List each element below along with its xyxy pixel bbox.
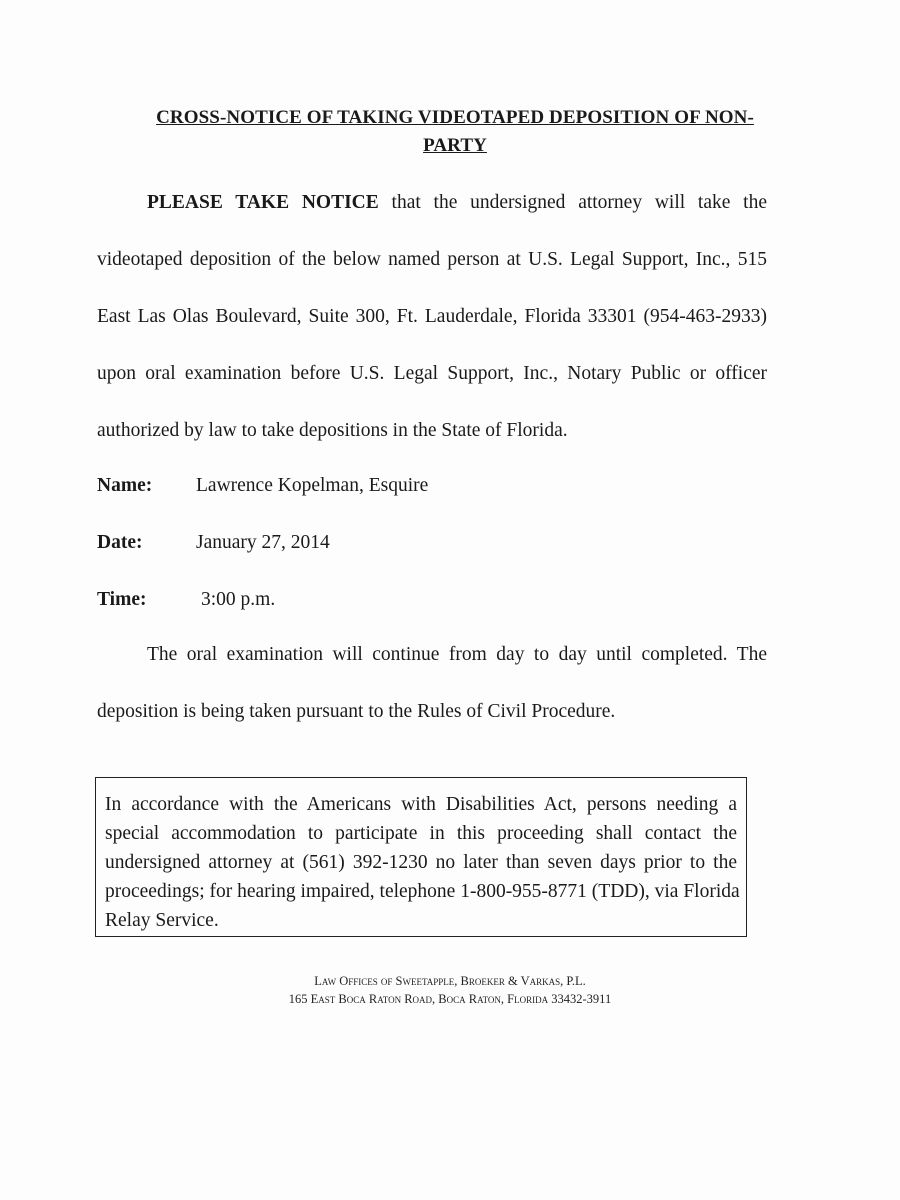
intro-line-2: videotaped deposition of the below named person at U.S. Legal Support, Inc., 515: [97, 249, 767, 270]
ada-line-1: In accordance with the Americans with Disabilities Act, persons needing a: [105, 794, 737, 815]
intro-line-3: East Las Olas Boulevard, Suite 300, Ft. Lauderdale, Florida 33301 (954-463-2933): [97, 306, 767, 327]
name-label: Name:: [97, 475, 153, 496]
date-label: Date:: [97, 532, 143, 553]
closing-line-2: deposition is being taken pursuant to the Rules of Civil Procedure.: [97, 701, 616, 722]
notice-lead: PLEASE TAKE NOTICE: [147, 192, 379, 213]
document-title: [140, 104, 770, 160]
intro-line-4: upon oral examination before U.S. Legal Support, Inc., Notary Public or officer: [97, 363, 767, 384]
intro-line-1-rest: that the undersigned attorney will take the: [378, 192, 767, 213]
name-value: Lawrence Kopelman, Esquire: [196, 475, 429, 496]
ada-line-5: Relay Service.: [105, 910, 219, 931]
time-value: 3:00 p.m.: [201, 589, 276, 610]
time-label: Time:: [97, 589, 147, 610]
intro-line-5: authorized by law to take depositions in the State of Florida.: [97, 420, 568, 441]
ada-line-3: undersigned attorney at (561) 392-1230 no later than seven days prior to the: [105, 852, 737, 873]
intro-line-1: [147, 191, 767, 215]
ada-notice-box: [95, 777, 747, 937]
footer-address: 165 East Boca Raton Road, Boca Raton, Florida 33432-3911: [288, 992, 612, 1006]
title-line-2: PARTY: [423, 135, 487, 156]
ada-line-2: special accommodation to participate in this proceeding shall contact the: [105, 823, 737, 844]
ada-line-4: proceedings; for hearing impaired, telephone 1-800-955-8771 (TDD), via Florida: [105, 881, 740, 902]
footer-firm-name: Law Offices of Sweetapple, Broeker & Varkas, P.L.: [314, 974, 586, 988]
closing-line-1: The oral examination will continue from day to day until completed. The: [147, 644, 767, 665]
title-line-1: CROSS-NOTICE OF TAKING VIDEOTAPED DEPOSITION OF NON-: [156, 107, 754, 128]
date-value: January 27, 2014: [196, 532, 330, 553]
